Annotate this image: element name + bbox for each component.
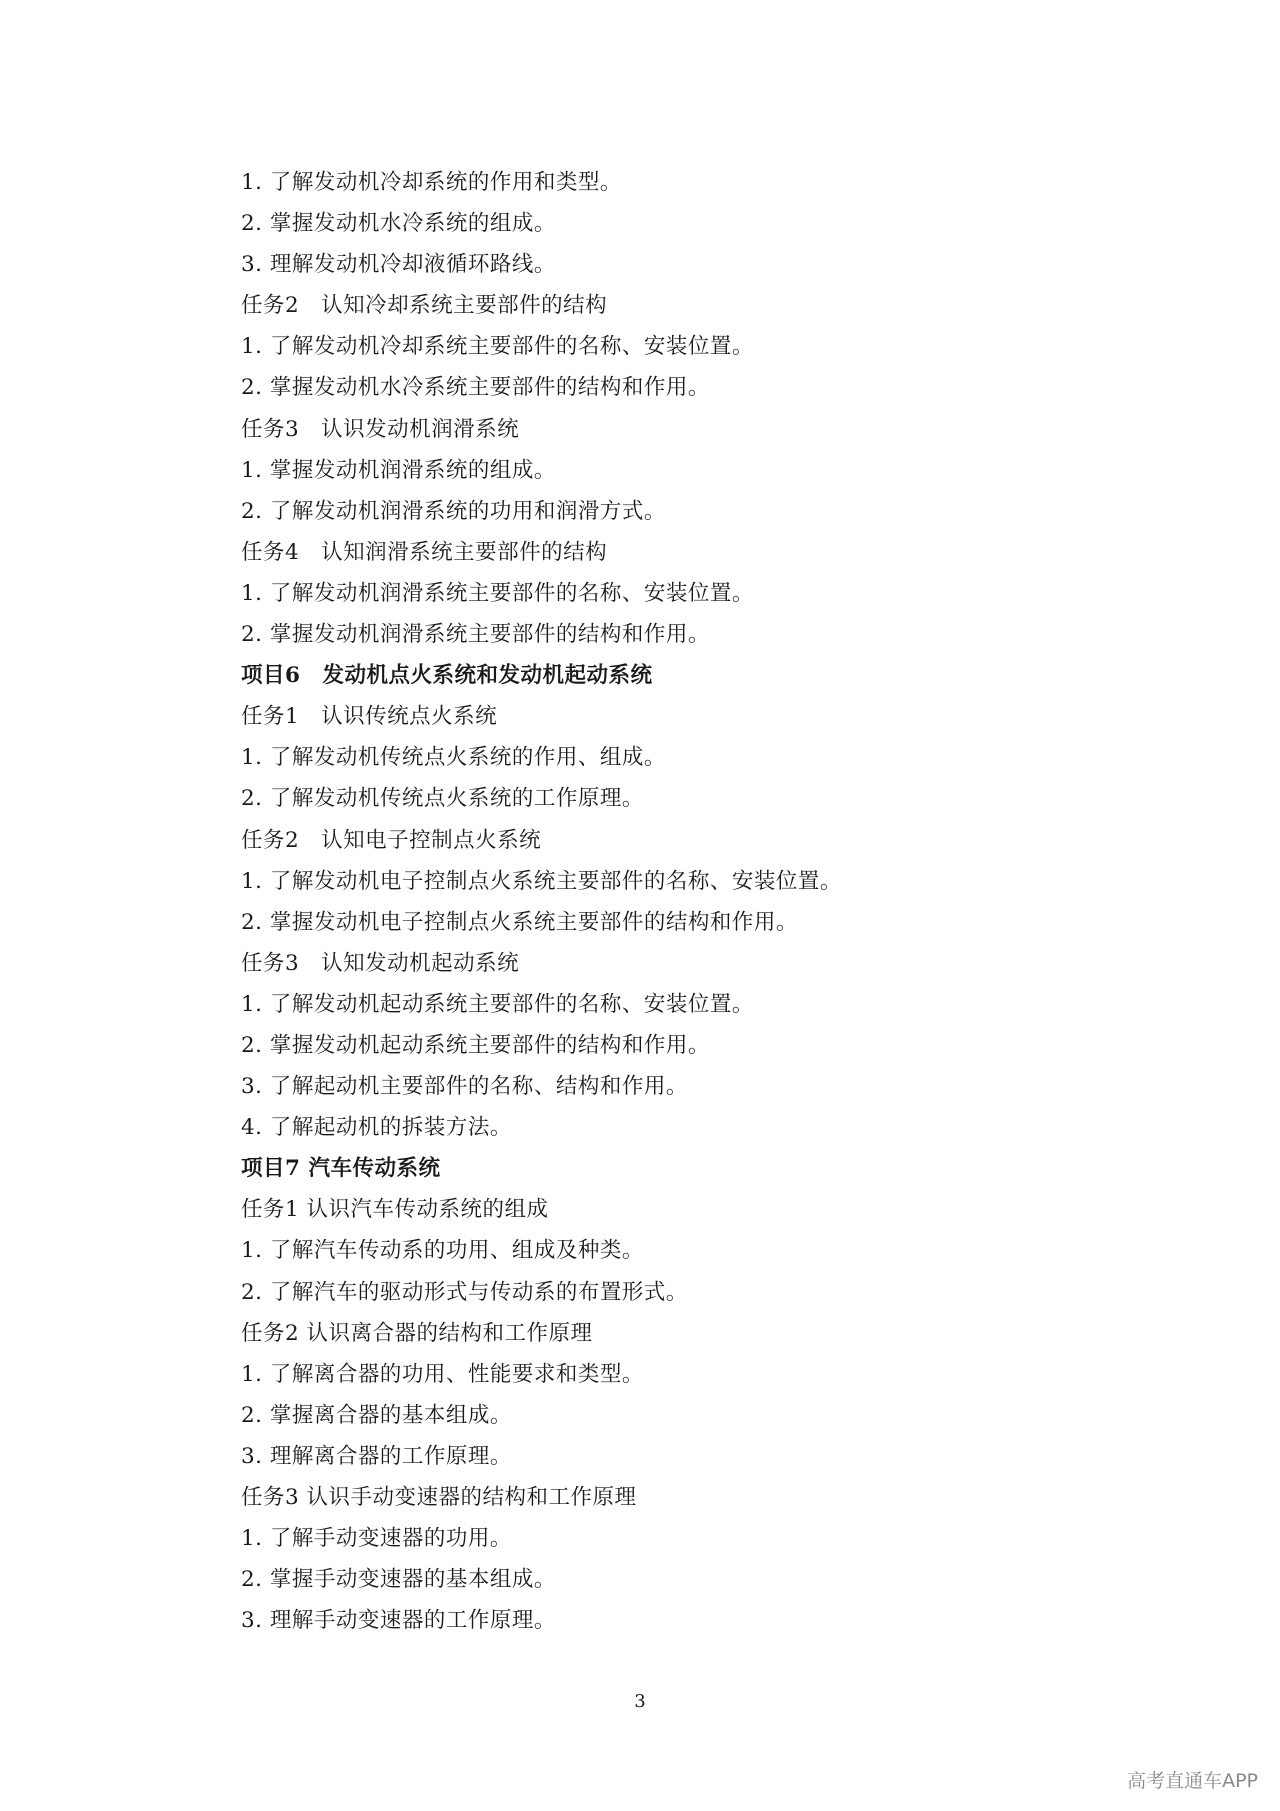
task-heading: 任务3 认识手动变速器的结构和工作原理 bbox=[241, 1485, 637, 1510]
objective-item: 2. 掌握发动机润滑系统主要部件的结构和作用。 bbox=[241, 622, 710, 648]
project-heading: 项目6 发动机点火系统和发动机起动系统 bbox=[241, 663, 653, 689]
objective-item: 3. 理解离合器的工作原理。 bbox=[241, 1443, 512, 1469]
objective-item: 4. 了解起动机的拆装方法。 bbox=[241, 1115, 512, 1141]
project-heading: 项目7 汽车传动系统 bbox=[241, 1156, 441, 1182]
objective-item: 1. 了解发动机润滑系统主要部件的名称、安装位置。 bbox=[241, 580, 754, 606]
objective-item: 1. 了解发动机起动系统主要部件的名称、安装位置。 bbox=[241, 991, 754, 1017]
objective-item: 1. 了解发动机冷却系统的作用和类型。 bbox=[241, 170, 622, 195]
page-number: 3 bbox=[634, 1691, 646, 1712]
objective-item: 2. 掌握发动机水冷系统的组成。 bbox=[241, 211, 556, 237]
objective-item: 1. 了解手动变速器的功用。 bbox=[241, 1526, 512, 1552]
objective-item: 2. 掌握发动机起动系统主要部件的结构和作用。 bbox=[241, 1032, 710, 1058]
objective-item: 2. 掌握发动机水冷系统主要部件的结构和作用。 bbox=[241, 375, 710, 401]
objective-item: 2. 掌握离合器的基本组成。 bbox=[241, 1402, 512, 1428]
objective-item: 3. 了解起动机主要部件的名称、结构和作用。 bbox=[241, 1074, 688, 1100]
task-heading: 任务1 认识汽车传动系统的组成 bbox=[241, 1197, 549, 1223]
objective-item: 2. 了解发动机润滑系统的功用和润滑方式。 bbox=[241, 498, 666, 524]
watermark-text: 高考直通车APP bbox=[1127, 1770, 1258, 1792]
document-body bbox=[241, 162, 1141, 1641]
objective-item: 1. 了解离合器的功用、性能要求和类型。 bbox=[241, 1361, 644, 1387]
objective-item: 1. 掌握发动机润滑系统的组成。 bbox=[241, 457, 556, 483]
objective-item: 1. 了解发动机冷却系统主要部件的名称、安装位置。 bbox=[241, 334, 754, 360]
objective-item: 2. 掌握发动机电子控制点火系统主要部件的结构和作用。 bbox=[241, 909, 798, 935]
objective-item: 2. 掌握手动变速器的基本组成。 bbox=[241, 1567, 556, 1593]
task-heading: 任务2 认知电子控制点火系统 bbox=[241, 827, 542, 853]
objective-item: 3. 理解发动机冷却液循环路线。 bbox=[241, 252, 556, 278]
objective-item: 1. 了解发动机电子控制点火系统主要部件的名称、安装位置。 bbox=[241, 868, 842, 894]
objective-item: 1. 了解汽车传动系的功用、组成及种类。 bbox=[241, 1238, 644, 1264]
task-heading: 任务2 认知冷却系统主要部件的结构 bbox=[241, 293, 608, 319]
task-heading: 任务3 认知发动机起动系统 bbox=[241, 950, 520, 976]
task-heading: 任务1 认识传统点火系统 bbox=[241, 704, 498, 730]
objective-item: 2. 了解发动机传统点火系统的工作原理。 bbox=[241, 786, 644, 812]
objective-item: 2. 了解汽车的驱动形式与传动系的布置形式。 bbox=[241, 1279, 688, 1305]
task-heading: 任务3 认识发动机润滑系统 bbox=[241, 416, 520, 442]
objective-item: 1. 了解发动机传统点火系统的作用、组成。 bbox=[241, 745, 666, 771]
task-heading: 任务4 认知润滑系统主要部件的结构 bbox=[241, 539, 608, 565]
objective-item: 3. 理解手动变速器的工作原理。 bbox=[241, 1608, 556, 1634]
task-heading: 任务2 认识离合器的结构和工作原理 bbox=[241, 1320, 593, 1346]
